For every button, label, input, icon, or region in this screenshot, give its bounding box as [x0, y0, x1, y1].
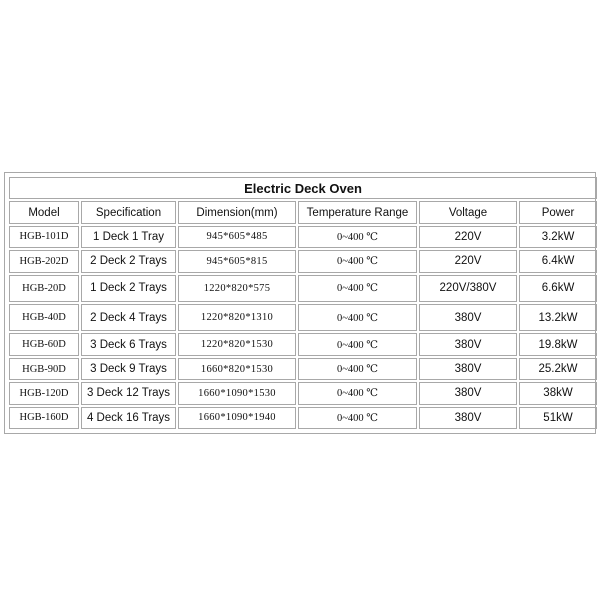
spec-table-container: [4, 172, 596, 434]
cell-specification: 3 Deck 12 Trays: [81, 382, 176, 404]
cell-dimension: 1660*1090*1530: [178, 382, 296, 404]
table-title-row: [9, 177, 597, 199]
table-row: [9, 275, 597, 302]
cell-model: HGB-60D: [9, 333, 79, 355]
cell-power: 13.2kW: [519, 304, 597, 331]
cell-model: HGB-90D: [9, 358, 79, 380]
cell-specification: 1 Deck 2 Trays: [81, 275, 176, 302]
cell-temperature: 0~400 ℃: [298, 382, 417, 404]
cell-specification: 1 Deck 1 Tray: [81, 226, 176, 248]
table-row: [9, 304, 597, 331]
cell-specification: 2 Deck 2 Trays: [81, 250, 176, 272]
cell-power: 3.2kW: [519, 226, 597, 248]
cell-voltage: 380V: [419, 304, 517, 331]
header-model: Model: [9, 201, 79, 223]
table-header-row: [9, 201, 597, 223]
cell-power: 38kW: [519, 382, 597, 404]
cell-dimension: 1220*820*1310: [178, 304, 296, 331]
cell-voltage: 380V: [419, 382, 517, 404]
cell-dimension: 945*605*485: [178, 226, 296, 248]
cell-power: 19.8kW: [519, 333, 597, 355]
cell-temperature: 0~400 ℃: [298, 275, 417, 302]
cell-voltage: 220V: [419, 250, 517, 272]
cell-dimension: 945*605*815: [178, 250, 296, 272]
cell-temperature: 0~400 ℃: [298, 358, 417, 380]
cell-temperature: 0~400 ℃: [298, 304, 417, 331]
table-title: Electric Deck Oven: [9, 177, 597, 199]
cell-temperature: 0~400 ℃: [298, 250, 417, 272]
cell-model: HGB-120D: [9, 382, 79, 404]
cell-dimension: 1220*820*1530: [178, 333, 296, 355]
header-power: Power: [519, 201, 597, 223]
cell-specification: 3 Deck 9 Trays: [81, 358, 176, 380]
cell-dimension: 1220*820*575: [178, 275, 296, 302]
table-row: [9, 226, 597, 248]
cell-dimension: 1660*1090*1940: [178, 407, 296, 429]
header-temperature-range: Temperature Range: [298, 201, 417, 223]
cell-temperature: 0~400 ℃: [298, 333, 417, 355]
cell-voltage: 220V: [419, 226, 517, 248]
cell-voltage: 380V: [419, 333, 517, 355]
cell-voltage: 220V/380V: [419, 275, 517, 302]
cell-power: 25.2kW: [519, 358, 597, 380]
cell-temperature: 0~400 ℃: [298, 226, 417, 248]
cell-voltage: 380V: [419, 407, 517, 429]
cell-model: HGB-20D: [9, 275, 79, 302]
cell-dimension: 1660*820*1530: [178, 358, 296, 380]
spec-table: [7, 175, 599, 431]
cell-specification: 3 Deck 6 Trays: [81, 333, 176, 355]
cell-power: 6.4kW: [519, 250, 597, 272]
table-row: [9, 382, 597, 404]
cell-specification: 4 Deck 16 Trays: [81, 407, 176, 429]
cell-model: HGB-160D: [9, 407, 79, 429]
table-row: [9, 333, 597, 355]
table-row: [9, 358, 597, 380]
cell-power: 6.6kW: [519, 275, 597, 302]
cell-specification: 2 Deck 4 Trays: [81, 304, 176, 331]
cell-model: HGB-202D: [9, 250, 79, 272]
cell-power: 51kW: [519, 407, 597, 429]
table-row: [9, 250, 597, 272]
cell-model: HGB-40D: [9, 304, 79, 331]
cell-temperature: 0~400 ℃: [298, 407, 417, 429]
header-dimension: Dimension(mm): [178, 201, 296, 223]
table-row: [9, 407, 597, 429]
header-voltage: Voltage: [419, 201, 517, 223]
cell-voltage: 380V: [419, 358, 517, 380]
header-specification: Specification: [81, 201, 176, 223]
cell-model: HGB-101D: [9, 226, 79, 248]
